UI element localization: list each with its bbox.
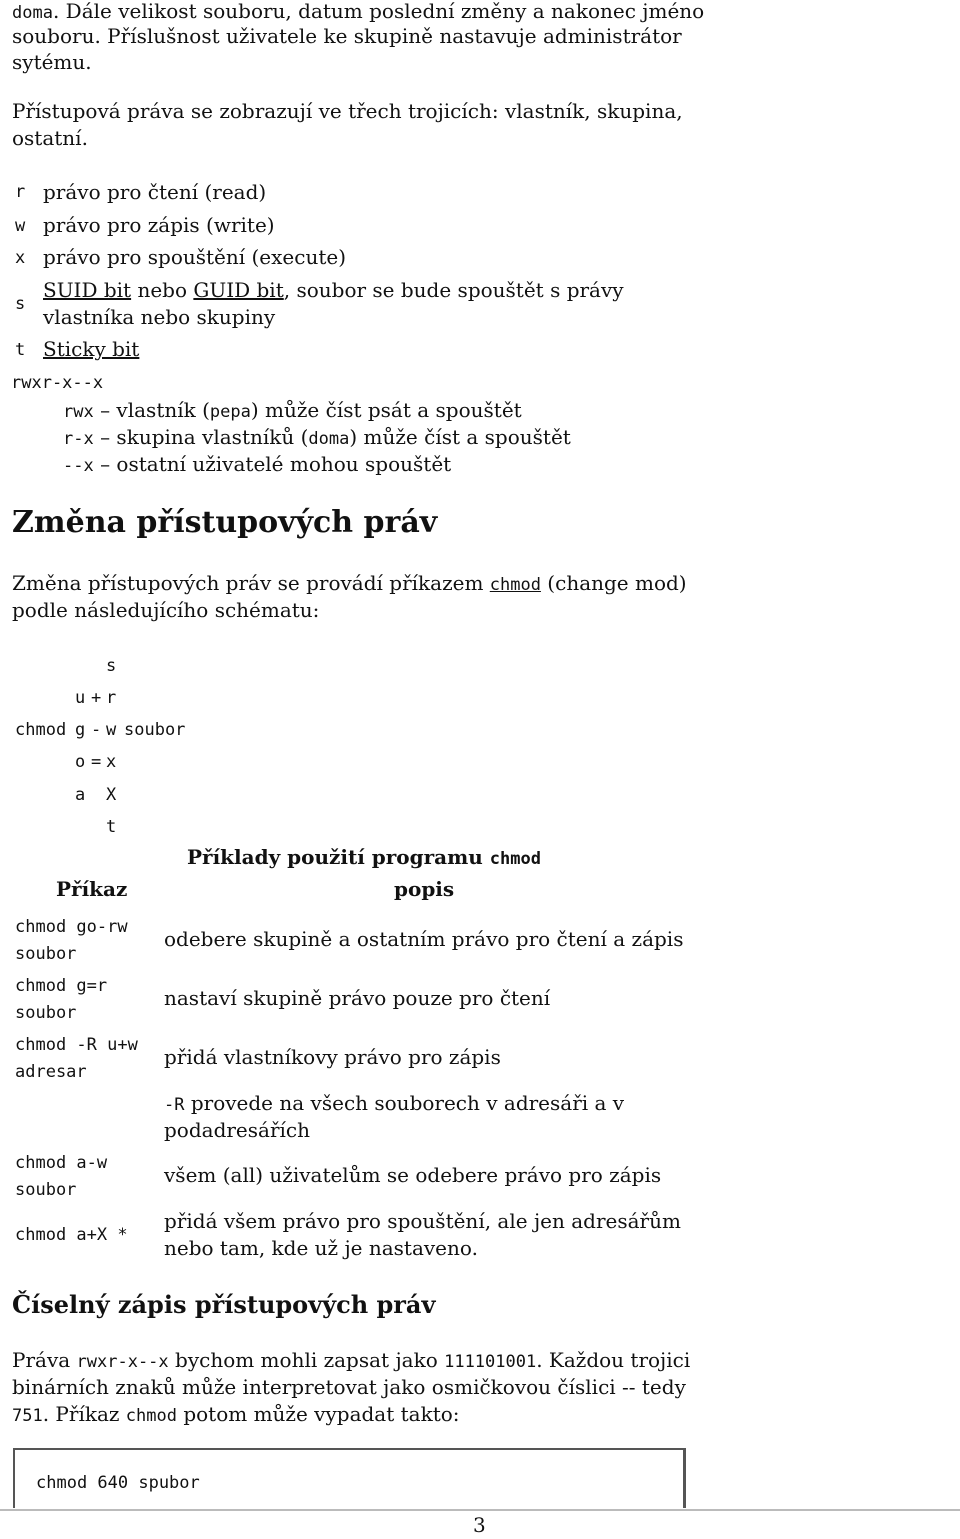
right-code-x: x	[15, 248, 26, 268]
right-code-s: s	[15, 294, 26, 314]
section1-paragraph-line-2: podle následujícího schématu:	[12, 598, 320, 622]
text: ) může číst psát a spouštět	[250, 398, 522, 422]
section-heading-change-rights: Změna přístupových práv	[12, 505, 438, 540]
example-row-others	[63, 451, 451, 480]
code-block	[13, 1448, 686, 1508]
text: – ostatní uživatelé mohou spouštět	[93, 452, 452, 476]
section-heading-numeric-rights: Číselný zápis přístupových práv	[12, 1290, 436, 1319]
intro-line-2: souboru. Příslušnost uživatele ke skupině nastavuje administrátor	[12, 24, 682, 48]
table-row-2-desc: nastaví skupině právo pouze pro čtení	[164, 986, 551, 1010]
sticky-bit-link[interactable]: Sticky bit	[43, 337, 140, 361]
table-row-1-desc: odebere skupině a ostatním právo pro čtení a zápis	[164, 927, 684, 951]
example-row-group	[63, 424, 571, 453]
right-desc-s-line2: vlastníka nebo skupiny	[43, 305, 276, 329]
text: (change mod)	[540, 571, 687, 595]
text: Práva	[12, 1348, 77, 1372]
section2-line-1	[12, 1347, 690, 1376]
table-row-4-desc-line-1	[164, 1090, 624, 1119]
code: rwx	[63, 402, 94, 422]
table-row-6-desc-line-2: nebo tam, kde už je nastaveno.	[164, 1236, 478, 1260]
right-desc-x: právo pro spouštění (execute)	[43, 245, 347, 269]
text: Změna přístupových práv se provádí příkazem	[12, 571, 490, 595]
code: --x	[63, 456, 94, 476]
right-code-r: r	[15, 182, 26, 202]
text: Příklady použití programu	[187, 845, 490, 869]
schema-r: r	[106, 688, 117, 708]
table-row-5-cmd-line-1: chmod a-w	[15, 1153, 108, 1173]
text: ) může číst a spouštět	[349, 425, 571, 449]
schema-soubor: soubor	[124, 720, 186, 740]
schema-eq: =	[91, 752, 102, 772]
right-desc-r: právo pro čtení (read)	[43, 180, 267, 204]
code-block-text: chmod 640 spubor	[36, 1473, 200, 1493]
table-row-3-cmd-line-1: chmod -R u+w	[15, 1035, 138, 1055]
right-code-t: t	[15, 340, 26, 360]
table-row-1-cmd-line-1: chmod go-rw	[15, 917, 128, 937]
chmod-link[interactable]: chmod	[489, 575, 541, 595]
schema-x: x	[106, 752, 117, 772]
text: . Příkaz	[42, 1402, 126, 1426]
example-row-owner	[63, 397, 522, 426]
example-code: rwxr-x--x	[11, 373, 104, 393]
schema-chmod: chmod	[15, 720, 67, 740]
code: r-x	[63, 429, 94, 449]
text: provede na všech souborech v adresáři a v	[184, 1091, 625, 1115]
code: doma	[308, 429, 350, 449]
table-row-3-desc: přidá vlastníkovy právo pro zápis	[164, 1045, 501, 1069]
code: chmod	[489, 849, 541, 869]
table-row-6-cmd: chmod a+X *	[15, 1225, 128, 1245]
text: nebo	[131, 278, 194, 302]
table-row-4-desc-line-2: podadresářích	[164, 1118, 310, 1142]
code: 111101001	[444, 1352, 537, 1372]
schema-t: t	[106, 817, 117, 837]
schema-w: w	[106, 720, 117, 740]
intro-line-5: ostatní.	[12, 126, 88, 150]
code: pepa	[209, 402, 251, 422]
table-row-3-cmd-line-2: adresar	[15, 1062, 87, 1082]
inline-code: doma	[12, 3, 53, 23]
suid-bit-link[interactable]: SUID bit	[43, 278, 132, 302]
text: – vlastník (	[93, 398, 210, 422]
schema-g: g	[75, 720, 86, 740]
code: 751	[12, 1406, 43, 1426]
text: bychom mohli zapsat jako	[168, 1348, 445, 1372]
schema-o: o	[75, 752, 86, 772]
code: rwxr-x--x	[76, 1352, 169, 1372]
text: , soubor se bude spouštět s právy	[283, 278, 624, 302]
right-desc-w: právo pro zápis (write)	[43, 213, 275, 237]
table-row-2-cmd-line-1: chmod g=r	[15, 976, 108, 996]
schema-a: a	[75, 785, 86, 805]
intro-text: . Dále velikost souboru, datum poslední změny a nakonec jméno	[52, 0, 705, 23]
code: -R	[164, 1095, 185, 1115]
intro-line-3: sytému.	[12, 50, 92, 74]
table-header-command: Příkaz	[56, 877, 128, 901]
table-row-5-cmd-line-2: soubor	[15, 1180, 77, 1200]
table-row-5-desc: všem (all) uživatelům se odebere právo pro zápis	[164, 1163, 662, 1187]
text: – skupina vlastníků (	[93, 425, 309, 449]
section1-paragraph-line-1	[12, 570, 687, 599]
schema-plus: +	[91, 688, 102, 708]
table-header-description: popis	[394, 877, 455, 901]
guid-bit-link[interactable]: GUID bit	[193, 278, 284, 302]
table-row-1-cmd-line-2: soubor	[15, 944, 77, 964]
table-caption	[187, 844, 541, 873]
page-number: 3	[473, 1513, 486, 1537]
section2-line-3	[12, 1401, 460, 1430]
footer-divider	[0, 1509, 960, 1511]
text: potom může vypadat takto:	[176, 1402, 460, 1426]
section2-line-2: binárních znaků může interpretovat jako osmičkovou číslici -- tedy	[12, 1375, 686, 1399]
schema-u: u	[75, 688, 86, 708]
table-row-6-desc-line-1: přidá všem právo pro spouštění, ale jen adresářům	[164, 1209, 681, 1233]
intro-line-4: Přístupová práva se zobrazují ve třech trojicích: vlastník, skupina,	[12, 99, 683, 123]
right-desc-s	[43, 277, 624, 304]
schema-s: s	[106, 656, 117, 676]
right-code-w: w	[15, 216, 26, 236]
schema-X: X	[106, 785, 117, 805]
schema-minus: -	[91, 720, 102, 740]
table-row-2-cmd-line-2: soubor	[15, 1003, 77, 1023]
text: . Každou trojici	[536, 1348, 691, 1372]
code: chmod	[125, 1406, 177, 1426]
